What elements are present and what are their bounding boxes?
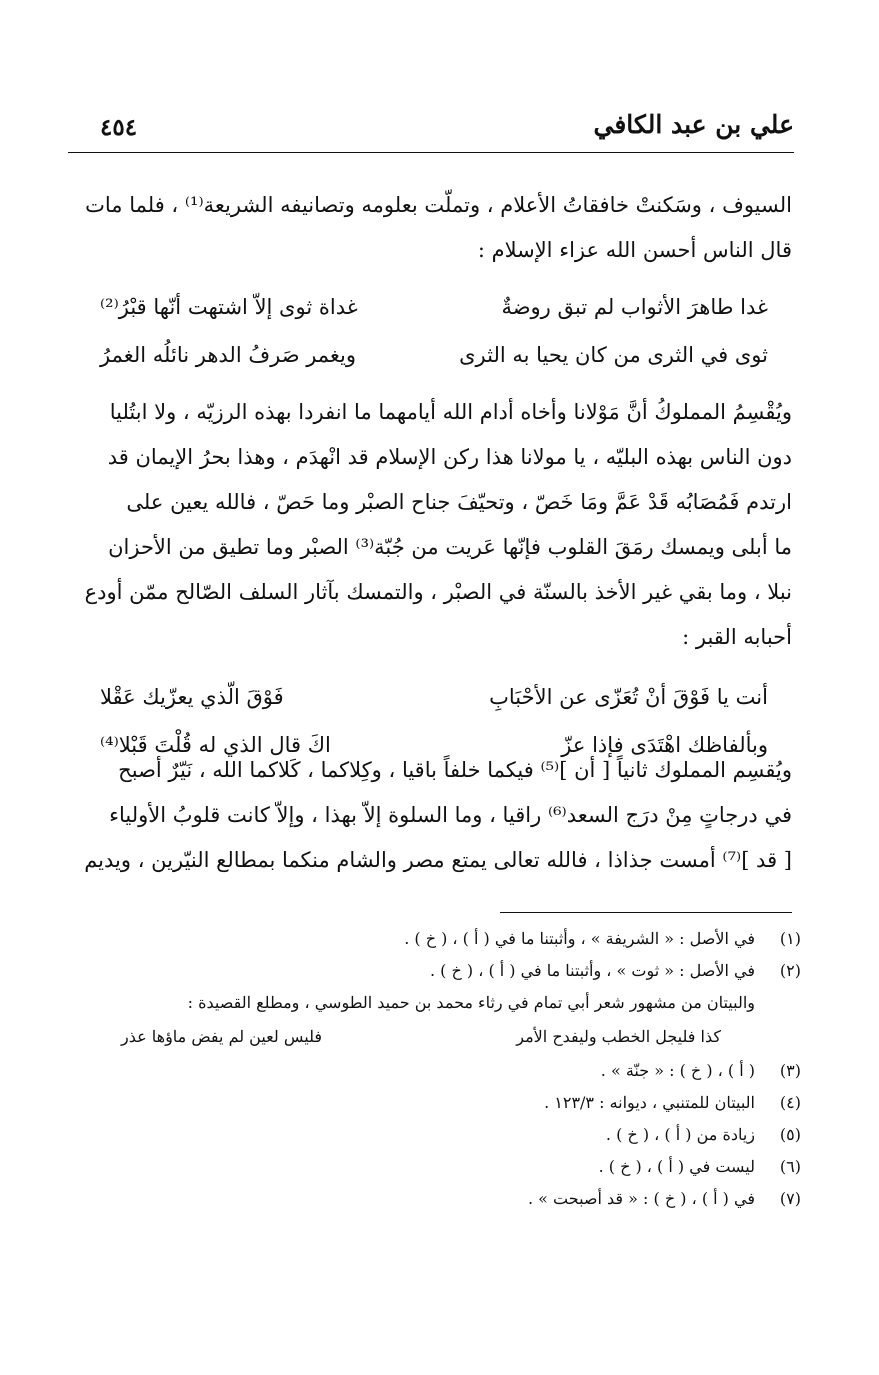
footnote-text: في الأصل : « ثوت » ، وأثبتنا ما في ( أ ) ، ( خ ) .: [429, 960, 755, 980]
footnote-number: (٢): [779, 960, 801, 980]
footnote-text: في ( أ ) ، ( خ ) : « قد أصبحت » .: [527, 1188, 755, 1208]
footnote-number: (٧): [779, 1188, 801, 1208]
text-line: [ قد ]⁽⁷⁾ أمست جذاذا ، فالله تعالى يمتع مصر والشام منكما بمطالع النيّرين ، ويديم: [84, 848, 792, 872]
hemistich-left: اكَ قال الذي له قُلْتَ قَبْلا⁽⁴⁾: [100, 733, 331, 757]
text-line: السيوف ، وسَكنتْ خافقاتُ الأعلام ، وتملّت بعلومه وتصانيفه الشريعة⁽¹⁾ ، فلما مات: [85, 193, 792, 217]
verse-line: [100, 673, 768, 721]
footnote-number: (٣): [779, 1060, 801, 1080]
hemistich-right: غدا طاهرَ الأثواب لم تبق روضةٌ: [501, 295, 768, 319]
paragraph-2: [72, 390, 792, 660]
footnote-item: [101, 954, 801, 986]
header-rule: [68, 152, 794, 153]
paragraph-1: [72, 183, 792, 273]
footnote-item: [101, 1086, 801, 1118]
footnotes: [101, 922, 801, 1214]
running-head: علي بن عبد الكافي: [593, 110, 794, 139]
footnote-item: [101, 1150, 801, 1182]
footnote-continuation: [101, 986, 801, 1018]
footnote-text: ( أ ) ، ( خ ) : « جنّة » .: [600, 1060, 755, 1080]
footnote-rule: [500, 912, 792, 913]
hemistich-right: أنت يا فَوْقَ أنْ تُعَزّى عن الأحْبَابِ: [489, 685, 768, 709]
footnote-text: البيتان للمتنبي ، ديوانه : ١٢٣/٣ .: [544, 1092, 755, 1112]
text-line: دون الناس بهذه البليّه ، يا مولانا هذا ركن الإسلام قد انْهدَم ، وهذا بحرُ الإيمان قد: [107, 445, 792, 469]
footnote-number: (٤): [779, 1092, 801, 1112]
text-line: ويُقْسِمُ المملوكُ أنَّ مَوْلانا وأخاه أدام الله أيامهما ما انفردا بهذه الرزيّه ، ولا ابتُليا: [109, 400, 792, 424]
footnote-text: في الأصل : « الشريفة » ، وأثبتنا ما في ( أ ) ، ( خ ) .: [404, 928, 755, 948]
footnote-number: (١): [779, 928, 801, 948]
hemistich-right: كذا فليجل الخطب وليفدح الأمر: [516, 1026, 721, 1046]
footnote-item: [101, 1182, 801, 1214]
footnote-text: زيادة من ( أ ) ، ( خ ) .: [605, 1124, 755, 1144]
hemistich-right: وبألفاظك اهْتَدَى فإذا عزّ: [561, 733, 768, 757]
text-line: ما أبلى ويمسك رمَقَ القلوب فإنّها عَريت من جُبّة⁽³⁾ الصبْر وما تطيق من الأحزان: [108, 535, 792, 559]
page-number: ٤٥٤: [100, 114, 138, 141]
footnote-verse: [121, 1018, 801, 1054]
hemistich-left: فَوْقَ الّذي يعزّيك عَقْلا: [100, 685, 284, 709]
verse-block-1: [100, 283, 768, 379]
footnote-number: (٥): [779, 1124, 801, 1144]
page-header: [68, 110, 794, 150]
text-line: في درجاتٍ مِنْ درَج السعد⁽⁶⁾ راقيا ، وما السلوة إلاّ بهذا ، وإلاّ كانت قلوبُ الأولياء: [109, 803, 792, 827]
hemistich-left: غداة ثوى إلاّ اشتهت أنّها قبْرُ⁽²⁾: [100, 295, 358, 319]
footnote-item: [101, 1118, 801, 1150]
footnote-number: (٦): [779, 1156, 801, 1176]
text-line: نبلا ، وما بقي غير الأخذ بالسنّة في الصبْر ، والتمسك بآثار السلف الصّالح ممّن أودع: [84, 580, 792, 604]
footnote-text: والبيتان من مشهور شعر أبي تمام في رثاء محمد بن حميد الطوسي ، ومطلع القصيدة :: [187, 992, 755, 1012]
text-line: قال الناس أحسن الله عزاء الإسلام :: [477, 238, 792, 262]
text-line: ارتدم فَمُصَابُه قَدْ عَمَّ ومَا خَصّ ، وتحيّفَ جناح الصبْر وما حَصّ ، فالله يعين على: [126, 490, 792, 514]
hemistich-left: فليس لعين لم يفض ماؤها عذر: [121, 1026, 323, 1046]
text-line: أحبابه القبر :: [682, 625, 792, 649]
text-line: ويُقسِم المملوك ثانياً [ أن ]⁽⁵⁾ فيكما خلفاً باقيا ، وكِلاكما ، كَلاكما الله ، نَيّرٌ أصبح: [118, 758, 792, 782]
hemistich-right: ثوى في الثرى من كان يحيا به الثرى: [459, 343, 768, 367]
verse-line: [100, 283, 768, 331]
paragraph-3: [72, 748, 792, 883]
hemistich-left: ويغمر صَرفُ الدهر نائلُه الغمرُ: [100, 343, 357, 367]
footnote-item: [101, 1054, 801, 1086]
verse-line: [100, 331, 768, 379]
footnote-item: [101, 922, 801, 954]
footnote-text: ليست في ( أ ) ، ( خ ) .: [598, 1156, 755, 1176]
